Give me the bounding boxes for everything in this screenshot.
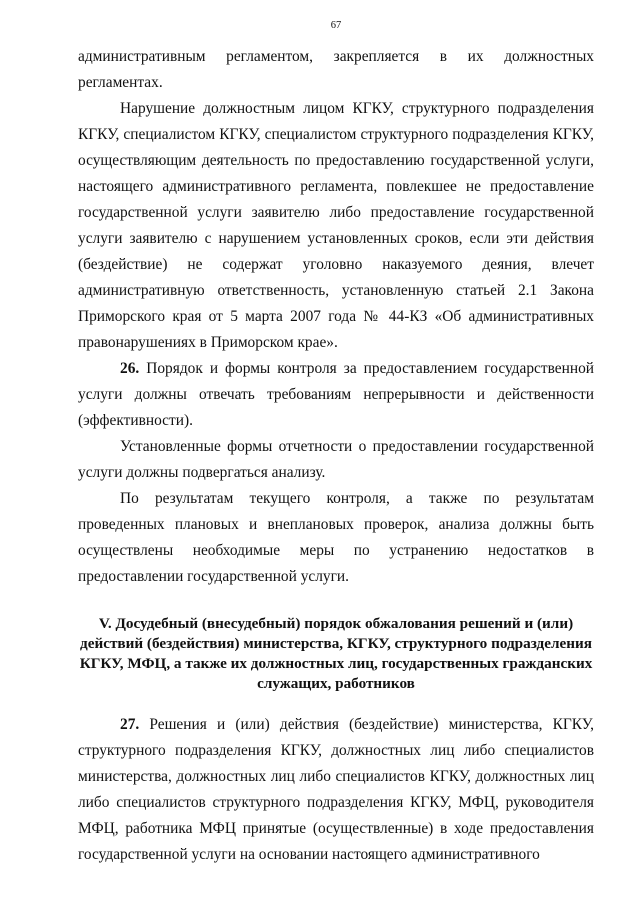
paragraph-control-results: По результатам текущего контроля, а также по результатам проведенных плановых и внеплановых проверок, анализа должны быть осуществлены необходимые меры по устранению недостатков в предоставлении государственной услуги. (78, 490, 594, 585)
paragraph-26 (78, 356, 594, 434)
document-body (78, 44, 594, 868)
page-number: 67 (330, 20, 342, 31)
paragraph-continuation: административным регламентом, закрепляется в их должностных регламентах. (78, 48, 594, 91)
paragraph-violation: Нарушение должностным лицом КГКУ, структурного подразделения КГКУ, специалистом КГКУ, специалистом структурного подразделения КГКУ, осуществляющим деятельность по предоставлению государственной услуги, настоящего административного регламента, повлекшее не предоставление государственной услуги заявителю либо предоставление государственной услуги заявителю с нарушением установленных сроков, если эти действия (бездействие) не содержат уголовно наказуемого деяния, влечет административную ответственность, установленную статьей 2.1 Закона Приморского края от 5 марта 2007 года № 44-КЗ «Об административных правонарушениях в Приморском крае». (78, 100, 594, 351)
clause-number-27: 27. (120, 716, 140, 733)
paragraph-reporting: Установленные формы отчетности о предоставлении государственной услуги должны подвергаться анализу. (78, 438, 594, 481)
section-heading-v: V. Досудебный (внесудебный) порядок обжалования решений и (или) действий (бездействия) министерства, КГКУ, структурного подразделения КГКУ, МФЦ, а также их должностных лиц, государственных гражданских служащих, работников (79, 615, 593, 692)
clause-number-26: 26. (120, 360, 140, 377)
paragraph-26-text: Порядок и формы контроля за предоставлением государственной услуги должны отвечать требованиям непрерывности и действенности (эффективности). (78, 360, 594, 429)
paragraph-27-text: Решения и (или) действия (бездействие) министерства, КГКУ, структурного подразделения КГКУ, должностных лиц либо специалистов министерства, должностных лиц либо специалистов КГКУ, должностных лиц либо специалистов структурного подразделения КГКУ, МФЦ, руководителя МФЦ, работника МФЦ принятые (осуществленные) в ходе предоставления государственной услуги на основании настоящего административного (78, 716, 594, 863)
paragraph-27 (78, 712, 594, 868)
